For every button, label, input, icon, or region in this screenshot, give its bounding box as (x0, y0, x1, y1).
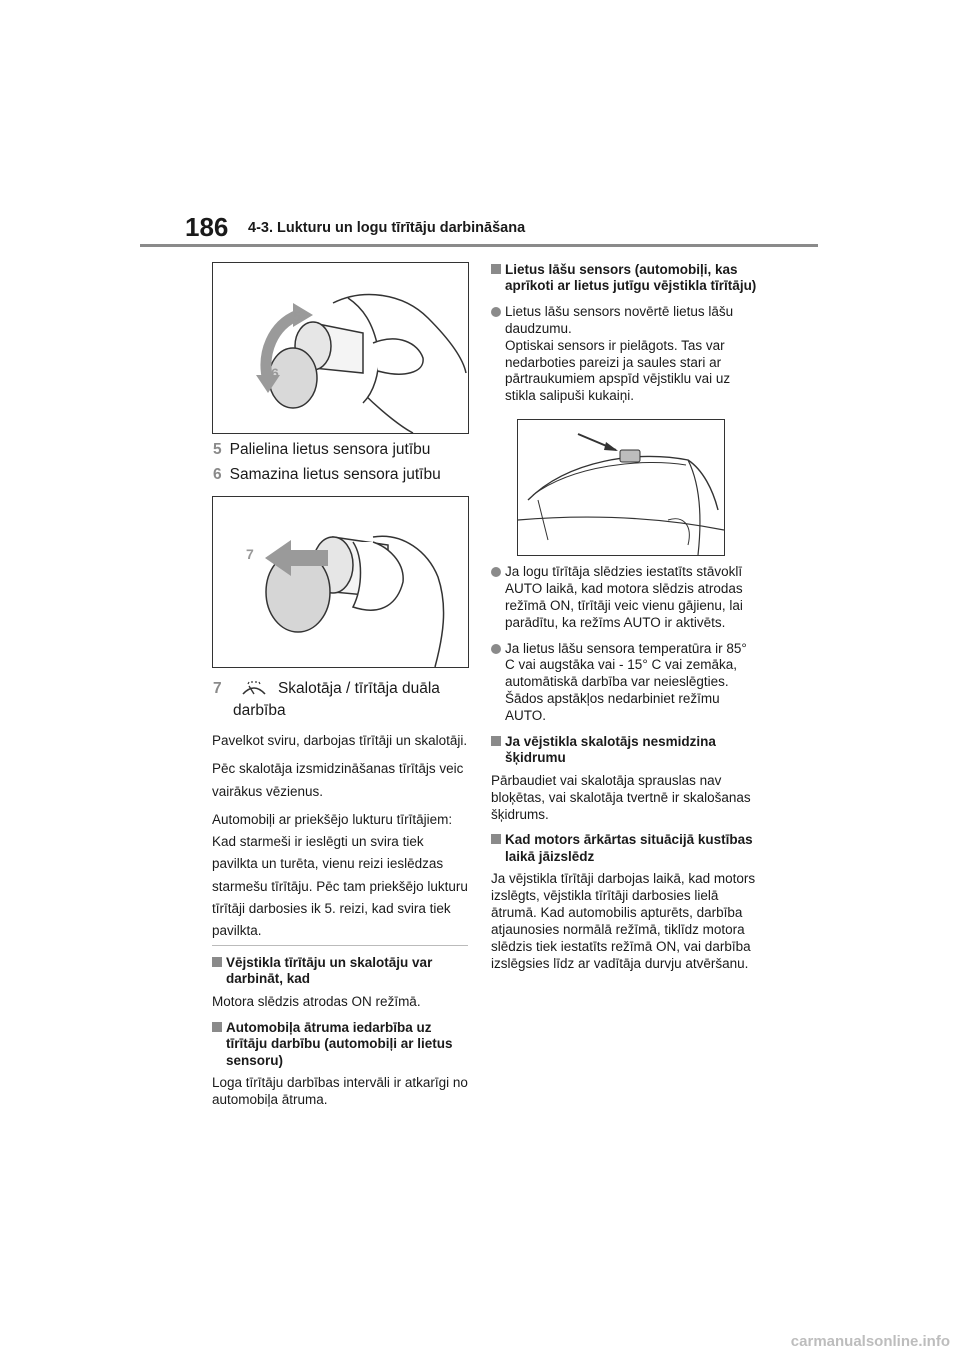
watermark: carmanualsonline.info (790, 1333, 950, 1350)
text-washer-not-spraying: Pārbaudiet vai skalotāja sprauslas nav bloķētas, vai skalotāja tvertnē ir skalošanas šķidrums. (491, 772, 751, 822)
text-engine-stop-emergency: Ja vējstikla tīrītāji darbojas laikā, kad motors izslēgts, vējstikla tīrītāji darbosies lielā ātrumā. Kad automobilis apturēts, darbība atjaunosies normālā režīmā, tiklīdz motora slēdzis tiek iestatīts režīmā ON, vai darbība izslēgsies līdz ar vadītāja durvju atvēršanu. (491, 871, 756, 971)
callout-5: 5 (293, 308, 301, 324)
step-5-text: Palielina lietus sensora jutību (229, 441, 431, 458)
section-divider (212, 945, 468, 946)
square-bullet-icon (491, 736, 501, 746)
callout-6: 6 (271, 365, 279, 381)
square-bullet-icon (491, 264, 501, 274)
round-bullet-icon (491, 644, 501, 654)
text-operating-conditions: Motora slēdzis atrodas ON režīmā. (212, 993, 421, 1009)
washer-icon (240, 680, 268, 698)
subhead-washer-not-spraying: Ja vējstikla skalotājs nesmidzina šķidrumu (491, 734, 759, 767)
square-bullet-icon (491, 834, 501, 844)
step-6-text: Samazina lietus sensora jutību (229, 466, 441, 483)
step-6-number: 6 (213, 466, 222, 483)
square-bullet-icon (212, 1022, 222, 1032)
step-6 (213, 466, 441, 484)
windshield-sensor-illustration (518, 420, 724, 555)
left-column-text (212, 730, 470, 942)
bullet-auto-mode: Ja logu tīrītāja slēdzies iestatīts stāvoklī AUTO laikā, kad motora slēdzis atrodas režīmā ON, tīrītāji veic vienu gājienu, lai parādītu, ka režīms AUTO ir aktivēts. (491, 564, 759, 632)
page-number: 186 (185, 212, 229, 242)
para-multiple-strokes: Pēc skalotāja izsmidzināšanas tīrītājs veic vairākus vēzienus. (212, 761, 464, 799)
step-5 (213, 441, 430, 459)
figure-lever-pull (212, 496, 469, 668)
square-bullet-icon (212, 957, 222, 967)
step-5-number: 5 (213, 441, 222, 458)
figure-lever-rotate (212, 262, 469, 434)
right-column-top (491, 262, 759, 405)
lever-pull-illustration (213, 497, 468, 667)
section-title: 4-3. Lukturu un logu tīrītāju darbināšana (248, 220, 526, 236)
step-7 (213, 680, 473, 720)
subhead-operating-conditions: Vējstikla tīrītāju un skalotāju var darbināt, kad (212, 955, 468, 988)
subhead-engine-stop-emergency: Kad motors ārkārtas situācijā kustības laikā jāizslēdz (491, 832, 759, 865)
step-7-text-line2: darbība (233, 702, 286, 720)
subhead-rain-sensor: Lietus lāšu sensors (automobiļi, kas aprīkoti ar lietus jutīgu vējstikla tīrītāju) (491, 262, 759, 295)
callout-7: 7 (246, 546, 254, 562)
step-7-text-line1: Skalotāja / tīrītāja duāla (277, 680, 440, 698)
lever-rotate-illustration (213, 263, 468, 433)
left-notes (212, 955, 468, 1109)
para-headlight-cleaners: Automobiļi ar priekšējo lukturu tīrītājiem: Kad starmeši ir ieslēgti un svira tiek pavilkta un turēta, vienu reizi ieslēdzas starmešu tīrītāju. Pēc tam priekšējo lukturu tīrītāji darbosies ik 5. reizi, kad svira tiek pavilkta. (212, 811, 468, 939)
text-vehicle-speed: Loga tīrītāju darbības intervāli ir atkarīgi no automobiļa ātruma. (212, 1075, 468, 1108)
round-bullet-icon (491, 307, 501, 317)
figure-windshield-sensor (517, 419, 725, 556)
bullet-temperature: Ja lietus lāšu sensora temperatūra ir 85° C vai augstāka vai - 15° C vai zemāka, automātiskā darbība var neieslēgties. Šādos apstākļos nedarbiniet režīmu AUTO. (491, 641, 759, 725)
round-bullet-icon (491, 567, 501, 577)
para-pull-lever: Pavelkot sviru, darbojas tīrītāji un skalotāji. (212, 733, 468, 748)
right-column-bottom (491, 564, 759, 973)
step-7-number: 7 (213, 680, 222, 698)
subhead-vehicle-speed: Automobiļa ātruma iedarbība uz tīrītāju darbību (automobiļi ar lietus sensoru) (212, 1020, 468, 1069)
header-rule (140, 244, 818, 247)
bullet-rain-sensor: Lietus lāšu sensors novērtē lietus lāšu daudzumu. Optiskai sensors ir pielāgots. Tas var nedarboties pareizi ja saules stari ar pārtraukumiem apspīd vējstiklu vai uz stikla salipuši kukaiņi. (491, 304, 759, 405)
